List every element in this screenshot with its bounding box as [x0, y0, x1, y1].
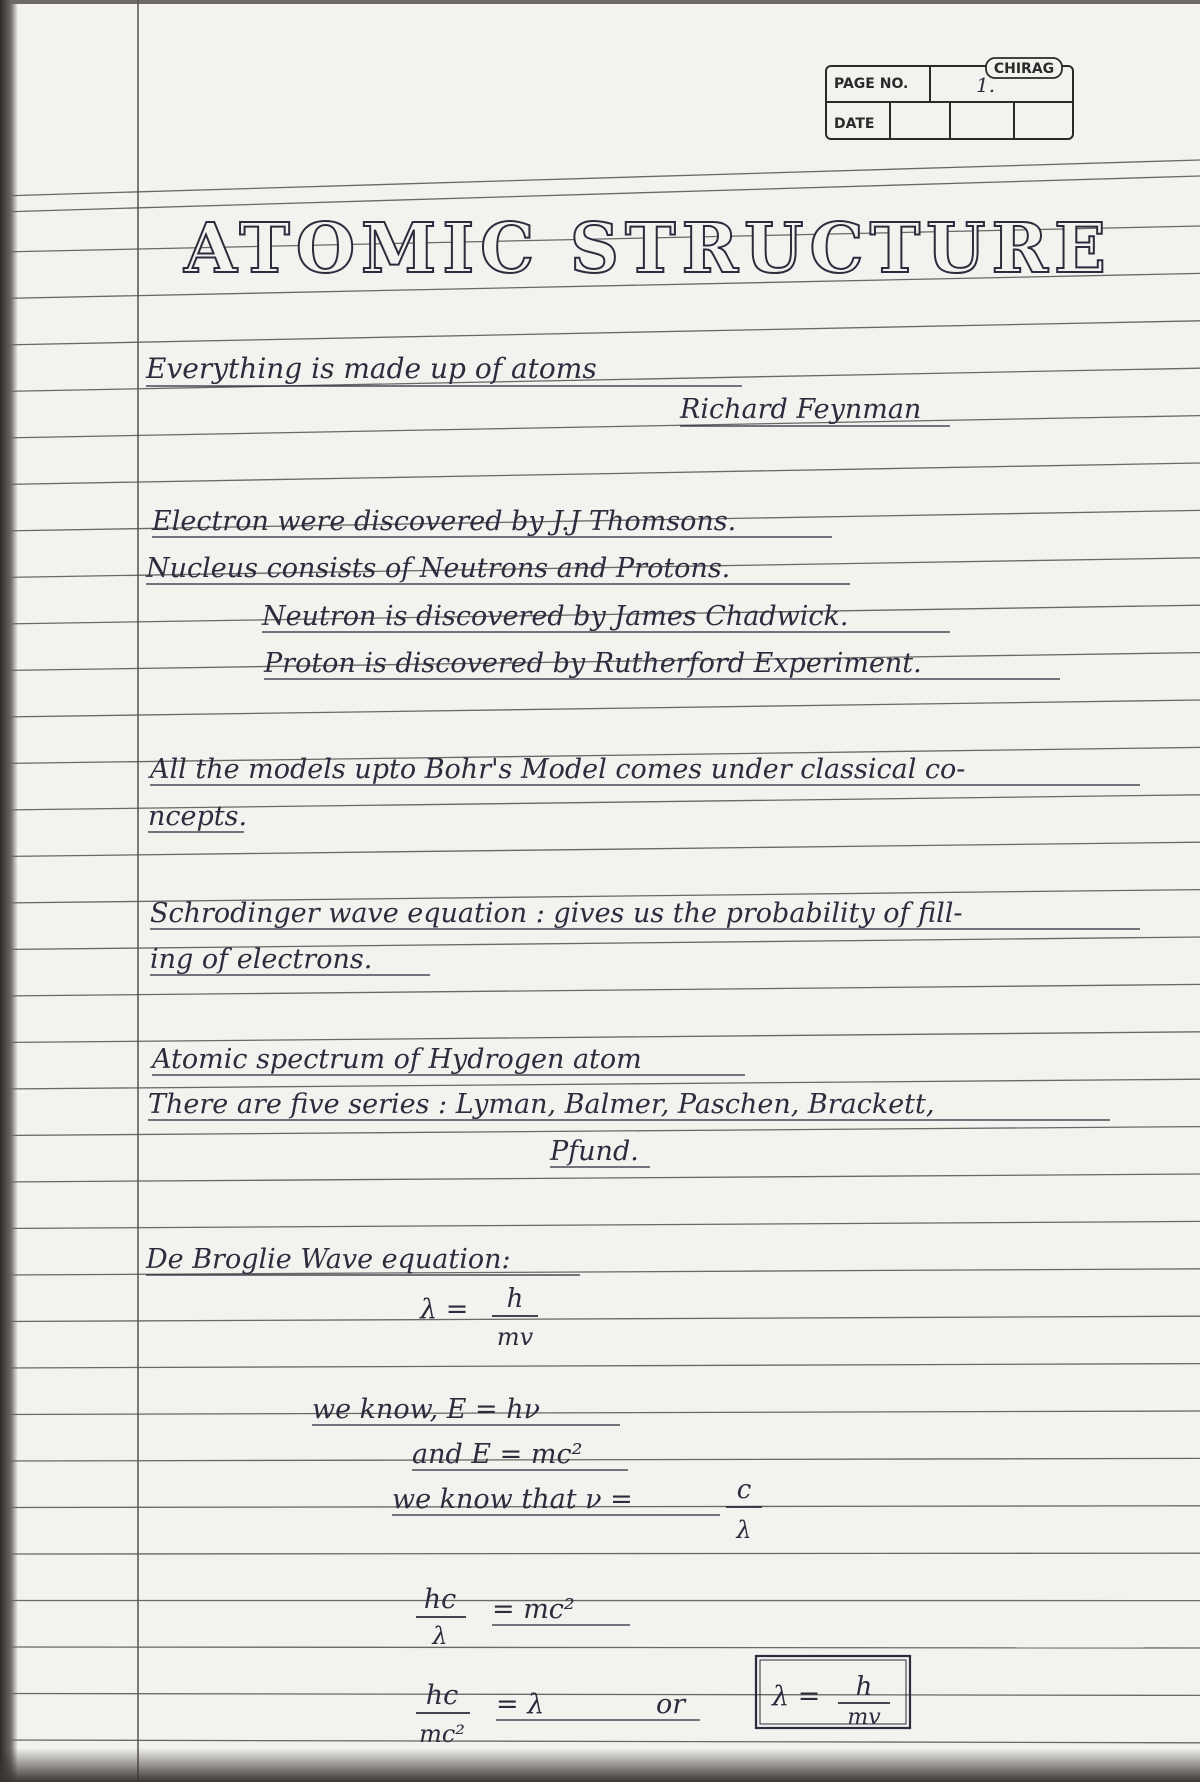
- final-result-box: [756, 1656, 910, 1730]
- equation-hc-lambda-mc2: [416, 1584, 575, 1650]
- page-no-label: PAGE NO.: [834, 76, 909, 92]
- spectrum-series-last: Pfund.: [550, 1136, 639, 1167]
- svg-text:λ: λ: [432, 1622, 448, 1650]
- svg-text:hc: hc: [425, 1680, 459, 1711]
- ruled-line: [0, 1221, 1200, 1228]
- equation-hc-mc2-lambda: [416, 1680, 687, 1748]
- discovery-electron: Electron were discovered by J.J Thomsons.: [152, 506, 737, 537]
- ruled-line: [0, 1694, 1200, 1696]
- ruled-line: [0, 984, 1200, 996]
- ruled-line: [0, 1079, 1200, 1089]
- ruled-line: [0, 842, 1200, 856]
- ruled-line: [0, 1032, 1200, 1043]
- ruled-line: [0, 1740, 1200, 1743]
- page-no-value: 1.: [976, 73, 996, 97]
- schrodinger-line-1: Schrodinger wave equation : gives us the probability of fill-: [150, 898, 963, 929]
- equation-lambda-h-mv: [419, 1284, 538, 1351]
- svg-text:λ =: λ =: [772, 1681, 821, 1712]
- discovery-neutron: Neutron is discovered by James Chadwick.: [262, 601, 849, 632]
- page-title: ATOMIC STRUCTURE: [184, 209, 1112, 289]
- know-energy-mass: and E = mc²: [412, 1439, 583, 1470]
- svg-text:mc²: mc²: [419, 1720, 465, 1748]
- equation-nu-c-lambda: [392, 1475, 762, 1544]
- ruled-line: [0, 463, 1200, 485]
- know-energy-planck: we know, E = hν: [312, 1394, 541, 1425]
- svg-text:hc: hc: [423, 1584, 457, 1615]
- svg-text:mv: mv: [847, 1705, 881, 1730]
- spectrum-heading: Atomic spectrum of Hydrogen atom: [152, 1044, 642, 1075]
- discovery-nucleus: Nucleus consists of Neutrons and Protons.: [146, 553, 731, 584]
- svg-text:h: h: [506, 1284, 524, 1314]
- svg-text:mv: mv: [496, 1323, 534, 1351]
- svg-text:we know that ν =: we know that ν =: [392, 1484, 633, 1515]
- ruled-line: [0, 1316, 1200, 1321]
- date-label: DATE: [834, 116, 875, 132]
- ruled-line: [0, 1458, 1200, 1461]
- ruled-line: [0, 1411, 1200, 1415]
- discovery-proton: Proton is discovered by Rutherford Experiment.: [264, 648, 922, 679]
- brand-label: CHIRAG: [993, 61, 1055, 77]
- quote-author: Richard Feynman: [680, 394, 922, 425]
- ruled-line: [0, 1127, 1200, 1136]
- svg-text:= λ: = λ: [496, 1689, 545, 1720]
- svg-text:λ: λ: [736, 1516, 752, 1544]
- svg-text:c: c: [736, 1475, 752, 1505]
- svg-text:= mc²: = mc²: [492, 1594, 575, 1625]
- ruled-line: [0, 1364, 1200, 1368]
- spectrum-series: There are five series : Lyman, Balmer, Paschen, Brackett,: [148, 1089, 935, 1120]
- ruled-line: [0, 1174, 1200, 1182]
- schrodinger-line-2: ing of electrons.: [150, 944, 373, 975]
- svg-text:h: h: [855, 1672, 873, 1702]
- binding-shadow: [0, 0, 18, 1782]
- bottom-shadow: [0, 1748, 1200, 1782]
- ruled-line: [0, 1647, 1200, 1648]
- ruled-line: [0, 416, 1200, 438]
- svg-text:λ =: λ =: [420, 1294, 469, 1325]
- ruled-line: [0, 1553, 1200, 1554]
- or-word: or: [656, 1689, 686, 1720]
- ruled-line: [0, 700, 1200, 717]
- ruled-line: [0, 321, 1200, 345]
- classical-line-2: ncepts.: [148, 801, 248, 832]
- page-header-box: [826, 58, 1073, 139]
- classical-line-1: All the models upto Bohr's Model comes under classical co-: [150, 754, 966, 785]
- quote-text: Everything is made up of atoms: [146, 352, 597, 385]
- debroglie-heading: De Broglie Wave equation:: [146, 1244, 511, 1275]
